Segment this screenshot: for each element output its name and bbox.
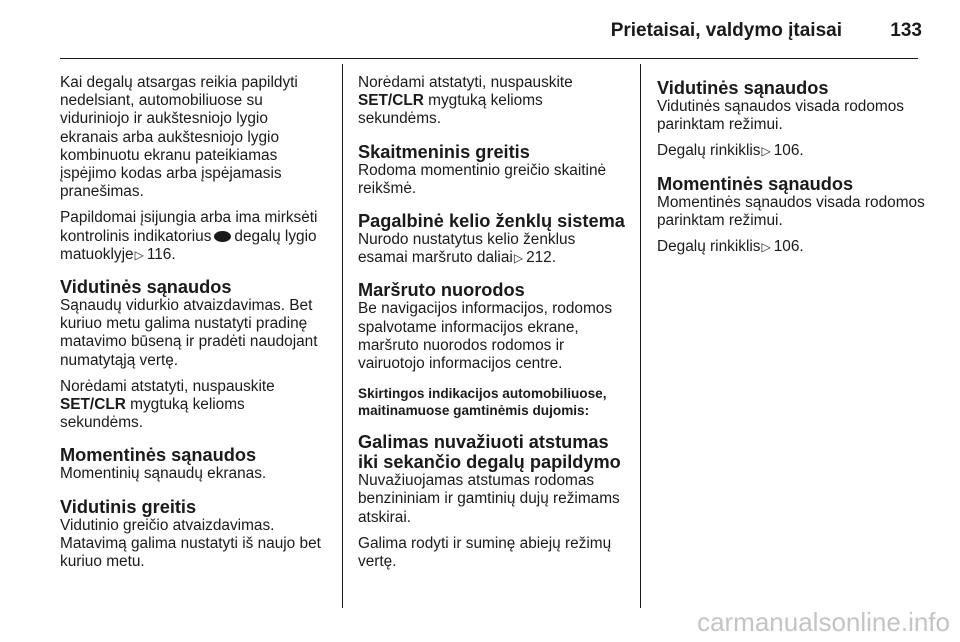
page-reference-arrow-icon: ▷ — [761, 144, 771, 159]
paragraph: Momentinės sąnaudos visada rodomos parinktam režimui. — [657, 193, 925, 229]
section-cng-average-consumption — [657, 78, 925, 161]
page-reference-arrow-icon: ▷ — [513, 251, 524, 266]
page-number: 133 — [890, 20, 922, 41]
text: mygtuką kelioms sekundėms. — [60, 396, 245, 432]
paragraph: Sąnaudų vidurkio atvaizdavimas. Bet kuriuo metu galima nustatyti pradinę matavimo būseną ir pradėti naudojant numatytąją vertę. — [60, 297, 318, 369]
section-average-consumption — [60, 277, 328, 432]
header-title: Prietaisai, valdymo įtaisai — [610, 20, 842, 41]
paragraph — [358, 74, 626, 129]
section-instant-consumption — [60, 445, 328, 483]
section-heading: Skaitmeninis greitis — [358, 141, 530, 162]
paragraph: Vidutinės sąnaudos visada rodomos parinktam režimui. — [657, 98, 904, 134]
text: degalų lygio matuoklyje — [60, 227, 317, 263]
paragraph: Rodoma momentinio greičio skaitinė reikšmė. — [358, 161, 607, 197]
column-1 — [60, 74, 328, 579]
section-heading: Vidutinės sąnaudos — [657, 78, 829, 98]
page-reference-link[interactable]: 212. — [526, 249, 557, 267]
section-heading: Pagalbinė kelio ženklų sistema — [358, 211, 625, 232]
page-reference-arrow-icon: ▷ — [761, 240, 771, 255]
text: Degalų rinkiklis — [657, 142, 761, 160]
section-heading: Vidutinės sąnaudos — [60, 277, 232, 298]
paragraph: Vidutinio greičio atvaizdavimas. Matavimą galima nustatyti iš naujo bet kuriuo metu. — [60, 516, 321, 571]
cng-subheading: Skirtingos indikacijos automobiliuose, maitinamuose gamtinėmis dujomis: — [358, 386, 607, 419]
section-cng-instant-consumption — [657, 174, 925, 257]
page-reference-link[interactable]: 106. — [773, 142, 804, 160]
section-average-speed — [60, 497, 328, 572]
section-range — [358, 432, 626, 571]
paragraph: Be navigacijos informacijos, rodomos spalvotame informacijos ekrane, maršruto nuorodos rodomos ir vairuotojo informacijos centre. — [358, 300, 613, 373]
section-heading: Galimas nuvažiuoti atstumas iki sekančio degalų papildymo — [358, 432, 621, 473]
reset-section — [358, 74, 626, 129]
page-reference-link[interactable]: 106. — [773, 238, 804, 256]
text: Papildomai įsijungia arba ima mirksėti kontrolinis indikatorius — [60, 209, 318, 245]
section-heading: Momentinės sąnaudos — [60, 445, 257, 466]
paragraph: Kai degalų atsargas reikia papildyti nedelsiant, automobiliuose su viduriniojo ir aukštesniojo lygio ekranais arba aukštesniojo lygio kombinuotu ekranu pateikiamas įspėjimo kodas arba įspėjamasis pranešimas. — [60, 74, 298, 201]
text: mygtuką kelioms sekundėms. — [358, 92, 543, 128]
watermark: carmanualsonline.info — [697, 607, 950, 637]
header-rule — [60, 58, 918, 59]
paragraph — [60, 209, 328, 264]
section-heading: Maršruto nuorodos — [358, 280, 525, 301]
column-divider — [640, 64, 641, 608]
section-traffic-sign-assistant — [358, 211, 626, 267]
paragraph — [358, 231, 626, 267]
text: Nurodo nustatytus kelio ženklus esamai maršruto daliai — [358, 231, 576, 267]
column-divider — [342, 64, 343, 608]
column-3 — [657, 74, 925, 264]
paragraph: Nuvažiuojamas atstumas rodomas benzininiam ir gamtinių dujų režimams atskirai. — [358, 472, 620, 526]
text: Norėdami atstatyti, nuspauskite — [358, 74, 573, 91]
text: Degalų rinkiklis — [657, 238, 761, 256]
paragraph: Momentinių sąnaudų ekranas. — [60, 465, 267, 483]
paragraph — [60, 378, 328, 433]
section-digital-speed — [358, 142, 626, 198]
page-reference-arrow-icon: ▷ — [134, 247, 144, 262]
set-clr-button-label: SET/CLR — [358, 92, 424, 110]
paragraph: Galima rodyti ir suminę abiejų režimų vertę. — [358, 534, 612, 571]
fuel-indicator-icon — [214, 231, 231, 242]
section-heading: Vidutinis greitis — [60, 496, 197, 517]
paragraph — [657, 238, 925, 256]
section-route-guidance — [358, 280, 626, 373]
text: Norėdami atstatyti, nuspauskite — [60, 377, 275, 395]
paragraph — [657, 142, 925, 160]
set-clr-button-label: SET/CLR — [60, 396, 126, 414]
intro-section — [60, 74, 328, 264]
column-2 — [358, 74, 626, 579]
page-reference-link[interactable]: 116. — [146, 245, 176, 263]
section-heading: Momentinės sąnaudos — [657, 173, 854, 194]
